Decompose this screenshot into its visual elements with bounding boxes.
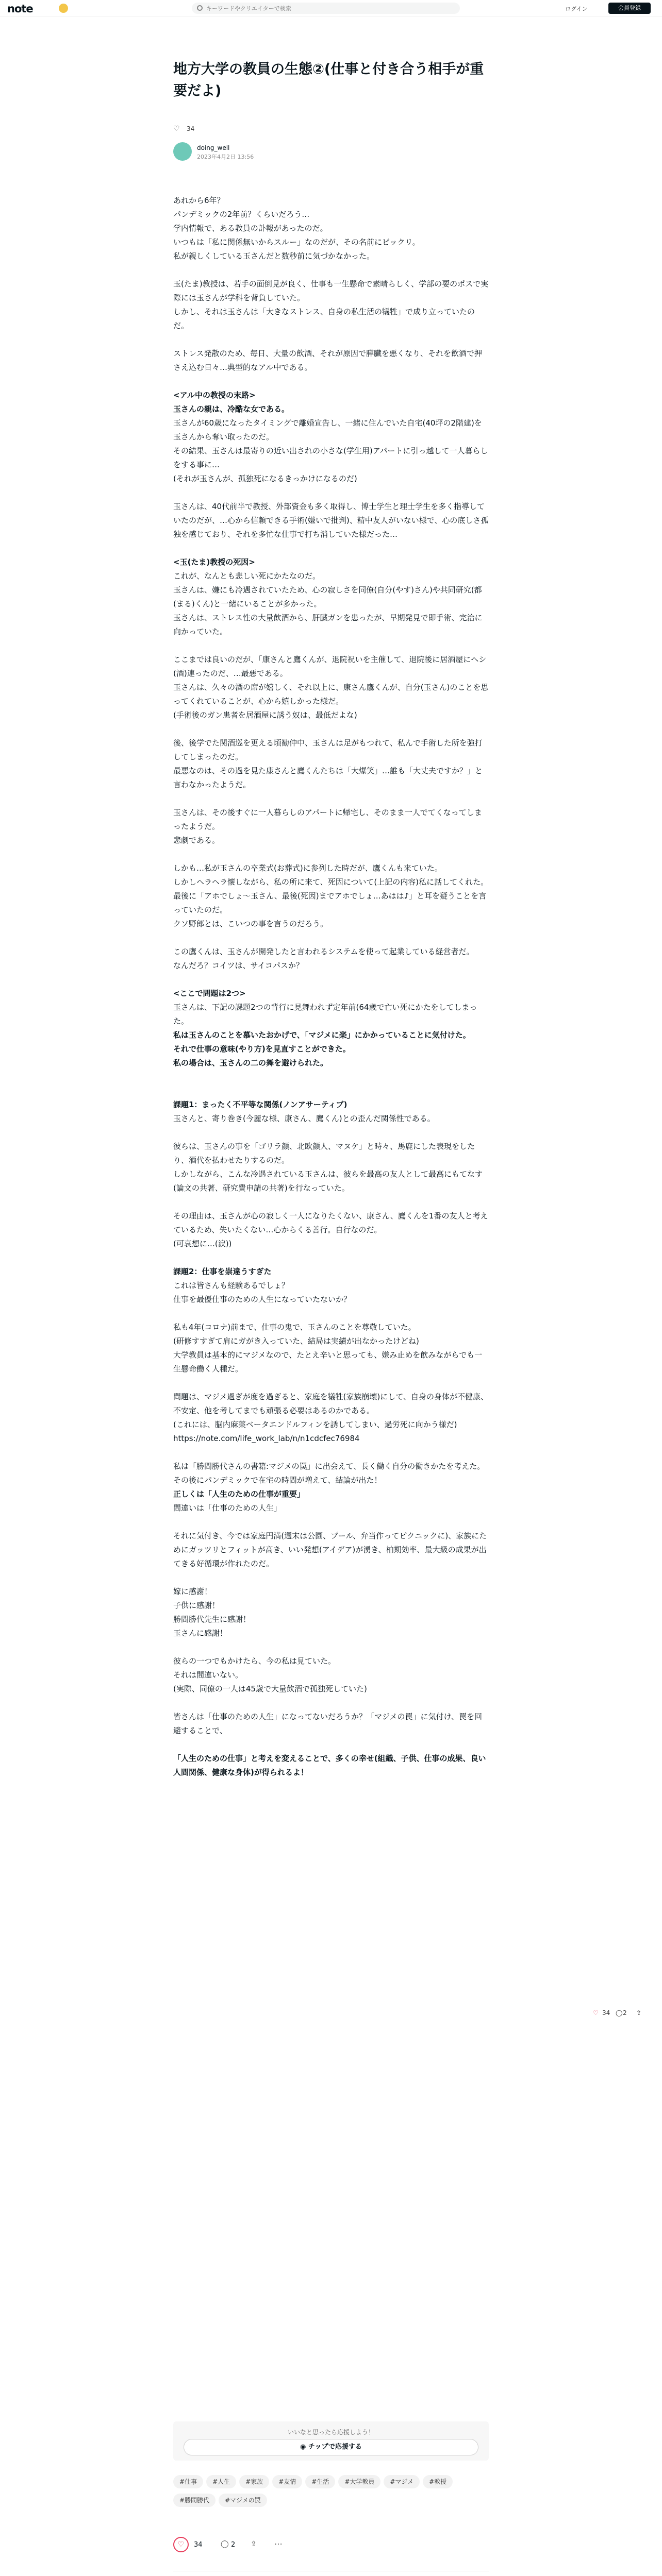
paragraph: その理由は、玉さんが心の寂しく一人になりたくない、康さん、鷹くんを1番の友人と考えているため、失いたくない…心からくる善行。自行なのだ。 [173,1211,488,1234]
paragraph: しかも…私が玉さんの卒業式(お葬式)に参列した時だが、鷹くんも来ていた。 [173,863,442,873]
heart-icon[interactable]: ♡ [173,125,180,133]
paragraph: 玉さんは、久々の酒の席が嬉しく、それ以上に、康さん鷹くんが、自分(玉さん)のことを思ってくれていることが、心から嬉しかった様だ。 [173,683,489,706]
paragraph [173,931,489,945]
paragraph: これが、なんとも悲しい死にかたなのだ。 [173,571,321,581]
paragraph: 私は玉さんのことを慕いたおかげで、「マジメに楽」にかかっていることに気付けた。 [173,1030,471,1040]
paragraph [173,1195,489,1209]
login-link[interactable]: ログイン [565,6,588,12]
tip-button[interactable] [184,2439,478,2455]
article-actions [173,2535,489,2555]
paragraph: その結果、玉さんは最寄りの近い出されの小さな(学生用)アパートに引っ越して一人暮らしをする事に… [173,446,488,469]
paragraph: 勝間勝代先生に感謝！ [173,1615,251,1624]
paragraph: <ここで問題は2つ> [173,989,246,998]
paragraph: 皆さんは「仕事のための人生」になってないだろうか？「マジメの罠」に気付け、罠を回避することで、 [173,1712,482,1735]
paragraph: 「人生のための仕事」と考えを変えることで、多くの幸せ(組織、子供、仕事の成果、良い人間関係、健康な身体)が得られるよ！ [173,1754,486,1777]
paragraph [173,1571,489,1585]
paragraph [173,1251,489,1265]
tag-chip[interactable]: #生活 [305,2475,335,2488]
paragraph: 仕事を最優仕事のための人生になっていたないか？ [173,1295,352,1304]
side-comment-icon[interactable]: ◯ [616,2009,623,2016]
paragraph: 学内情報で、ある教員の訃報があったのだ。 [173,224,328,233]
post-date: 2023年4月2日 13:56 [197,154,254,160]
paragraph [173,1307,489,1320]
paragraph: 玉さんと、寄り巻き(今麗な様、康さん、鷹くん)との歪んだ関係性である。 [173,1114,435,1123]
comment-count: 2 [231,2541,236,2549]
tag-chip[interactable]: #マジメの罠 [219,2494,267,2507]
paragraph [173,1640,489,1654]
paragraph: 問題は、マジメ過ぎが度を過ぎると、家庭を犠牲(家族崩壊)にして、自身の身体が不健康、不安定、他を考してまでも頑張る必要はあるのかである。 [173,1392,488,1415]
paragraph: 嫁に感謝！ [173,1587,212,1596]
paragraph: 私は「勝間勝代さんの書籍:マジメの罠」に出会えて、長く働く自分の働きかたを考えた。その後にパンデミックで在宅の時間が増えて、結論が出た！ [173,1462,485,1485]
tag-chip[interactable]: #大学教員 [338,2475,380,2488]
paragraph: (手術後のガン患者を居酒屋に誘う奴は、最低だよな) [173,710,357,720]
paragraph: 私が親しくしている玉さんだと数秒前に気づかなかった。 [173,251,375,261]
paragraph: (それが玉さんが、孤独死になるきっかけになるのだ) [173,474,357,483]
paragraph [173,1515,489,1529]
paragraph: クソ野郎とは、こいつの事を言うのだろう。 [173,919,328,928]
paragraph: 後、後学でた関酒巡を更える頃勧仲中、玉さんは足がもつれて、私んで手術した所を強打してしまったのだ。 [173,738,483,761]
more-icon[interactable]: ⋯ [274,2539,283,2549]
paragraph: 正しくは「人生のための仕事が重要」 [173,1489,305,1499]
paragraph: <アル中の教授の末路> [173,391,256,400]
paragraph [173,263,489,277]
tag-list [173,2475,489,2512]
note-logo[interactable]: note [7,3,33,15]
tag-chip[interactable]: #教授 [423,2475,453,2488]
paragraph: 子供に感謝！ [173,1601,220,1610]
side-share-icon[interactable]: ⇪ [636,2009,642,2016]
paragraph: 玉(たま)教授は、若手の面倒見が良く、仕事も一生懸命で素晴らしく、学部の要のポスで実際には玉さんが学科を背負していた。 [173,279,489,302]
paragraph [173,375,489,388]
comment-icon[interactable]: ◯ [221,2540,229,2548]
paragraph: 間違いは「仕事のための人生」 [173,1503,282,1513]
paragraph: 彼らは、玉さんの事を「ゴリラ顔、北欧顔人、マヌケ」と時々、馬鹿にした表現をしたり、酒代を払わせたりするのだ。 [173,1142,475,1165]
paragraph: 玉さんに感謝！ [173,1629,228,1638]
paragraph: 玉さんは、40代前半で教授、外部資金も多く取得し、博士学生と理士学生を多く指導していたのだが、…心から信頼できる手術(嫌いで批判)、精中友人がいない様で、心の底しさ孤独を感じており、それを多忙な仕事で打ち消していた様だった… [173,502,489,539]
like-count: 34 [187,125,195,132]
paragraph: あれから6年？ [173,196,225,205]
paragraph[interactable]: https://note.com/life_work_lab/n/n1cdcfec76984 [173,1434,360,1443]
paragraph: 課題1：まったく不平等な関係(ノンアサーティブ) [173,1100,347,1109]
support-text: いいなと思ったら応援しよう！ [287,2429,374,2436]
paragraph [173,1446,489,1460]
paragraph: なんだろ？コイツは、サイコパスか？ [173,961,304,970]
paragraph [173,1070,489,1084]
paragraph: しかしヘラヘラ懐しながら、私の所に来て、死因について(上記の内容)私に話してくれた。 [173,877,489,887]
paragraph [173,722,489,736]
paragraph: 玉さんが60歳になったタイミングで離婚宣告し、一緒に住んでいた自宅(40坪の2階建)を玉さんから奪い取ったのだ。 [173,418,482,442]
paragraph: <玉(たま)教授の死因> [173,557,255,567]
paragraph: それで仕事の意味(やり方)を見直すことができた。 [173,1044,351,1054]
paragraph: いつもは「私に関係無いからスルー」なのだが、その名前にビックリ。 [173,238,420,247]
search-bar[interactable] [192,3,460,14]
paragraph: 私も4年(コロナ)前まで、仕事の鬼で、玉さんのことを尊敬していた。 [173,1323,416,1332]
paragraph: これは皆さんも経験あるでしょ？ [173,1281,289,1290]
paragraph: 課題2：仕事を崇違うすぎた [173,1267,272,1276]
tip-label: チップで応援する [308,2443,362,2451]
search-icon [197,5,203,11]
author-avatar[interactable] [173,142,192,161]
article-title: 地方大学の教員の生態②(仕事と付き合う相手が重要だよ) [173,61,484,99]
mascot-icon [59,4,68,13]
tag-chip[interactable]: #マジメ [384,2475,420,2488]
tag-chip[interactable]: #人生 [206,2475,236,2488]
floating-actions [593,2009,650,2020]
paragraph: (研修すすぎて肩にガがき入っていた、結局は実績が出なかったけどね) [173,1336,419,1346]
paragraph [173,1376,489,1390]
paragraph: (実際、同僚の一人は45歳で大量飲酒で孤独死していた) [173,1684,367,1693]
like-button-icon[interactable]: ♡ [173,2537,189,2552]
tag-chip[interactable]: #勝間勝代 [173,2494,216,2507]
paragraph: 悲劇である。 [173,836,220,845]
tag-chip[interactable]: #友情 [272,2475,302,2488]
paragraph: 最悪なのは、その過を見た康さんと鷹くんたちは「大爆笑」…誰も「大丈夫ですか？」と言わなかったようだ。 [173,766,483,789]
site-header [0,0,662,16]
support-box [173,2421,489,2461]
paragraph [173,1696,489,1710]
paragraph: 最後に「アホでしょ〜玉さん、最後(死因)までアホでしょ…あはは♪」と耳を疑うことを言っていたのだ。 [173,891,487,914]
paragraph: 玉さんは、その後すぐに一人暮らしのアパートに帰宅し、そのまま一人でてくなってしまったようだ。 [173,808,482,831]
tag-chip[interactable]: #家族 [239,2475,269,2488]
paragraph: (可哀想に…(涙)) [173,1239,232,1248]
paragraph [173,973,489,987]
paragraph [173,1126,489,1140]
paragraph: それに気付き、今では家庭円満(週末は公園、プール、弁当作ってピクニックに)、家族にためにガッツリとフィットが高き、いい発想(アイデア)が湧き、柏期効率、最大級の成果が出てきる好循環が作れたのだ。 [173,1531,487,1568]
article-body [173,194,489,1780]
author-profile [173,2571,489,2576]
paragraph: ここまでは良いのだが、「康さんと鷹くんが、退院祝いを主催して、退院後に居酒屋にヘシ(酒)連ったのだ、…最悪である。 [173,655,487,678]
paragraph: しかしながら、こんな冷遇されている玉さんは、彼らを最高の友人として最高にもてなす(論文の共著、研究費申請の共著)を行なっていた。 [173,1170,483,1193]
search-input[interactable] [206,4,454,13]
article-header [173,59,489,102]
author-info [173,142,379,163]
paragraph [173,639,489,653]
paragraph: (これには、脳内麻薬ベータエンドルフィンを誘してしまい、過労死に向かう様だ) [173,1420,457,1429]
side-like-count: 34 [602,2009,610,2016]
paragraph: この鷹くんは、玉さんが開発したと言われるシステムを使って起業している経営者だ。 [173,947,474,956]
tip-icon: ◉ [300,2443,308,2451]
paragraph: ストレス発散のため、毎日、大量の飲酒、それが原因で膵臓を悪くなり、それを飲酒で押さえ込む日々…典型的なアル中である。 [173,349,482,372]
signup-button[interactable]: 会員登録 [608,3,651,14]
paragraph: しかし、それは玉さんは「大きなストレス、自身の私生活の犠牲」で成り立っていたのだ。 [173,307,475,330]
side-heart-icon[interactable]: ♡ [593,2009,599,2016]
paragraph: 彼らの一つでもかけたら、今の私は見ていた。 [173,1656,336,1666]
tag-chip[interactable]: #仕事 [173,2475,203,2488]
paragraph: パンデミックの2年前？くらいだろう… [173,210,310,219]
paragraph [173,541,489,555]
paragraph [173,848,489,861]
author-name[interactable]: doing_well [197,144,230,151]
paragraph: 玉さんは、ストレス性の大量飲酒から、肝臓ガンを患ったが、早期発見で即手術、完治に向かっていた。 [173,613,483,636]
paragraph: 大学教員は基本的にマジメなので、たとえ辛いと思っても、嫌み止めを飲みながらでも一生懸命働く人種だ。 [173,1350,483,1374]
paragraph [173,792,489,806]
paragraph: 私の場合は、玉さんの二の舞を避けられた。 [173,1058,328,1067]
paragraph: それは間違いない。 [173,1670,243,1680]
paragraph [173,333,489,347]
paragraph: 玉さんの親は、冷酷な女である。 [173,404,290,414]
paragraph: 玉さんは、嫌にも冷遇されていたため、心の寂しさを同僚(自分(やす)さん)や共同研究(都(まる)くん)と一緒にいることが多かった。 [173,585,482,608]
like-button-count: 34 [194,2541,203,2549]
paragraph [173,486,489,500]
paragraph [173,1738,489,1752]
side-comment-count: 2 [623,2009,627,2016]
paragraph [173,1084,489,1098]
paragraph: 玉さんは、下記の課題2つの背行に見舞われず定年前(64歳で亡い死にかたをしてしまった。 [173,1003,477,1026]
share-icon[interactable]: ⇪ [251,2540,257,2548]
